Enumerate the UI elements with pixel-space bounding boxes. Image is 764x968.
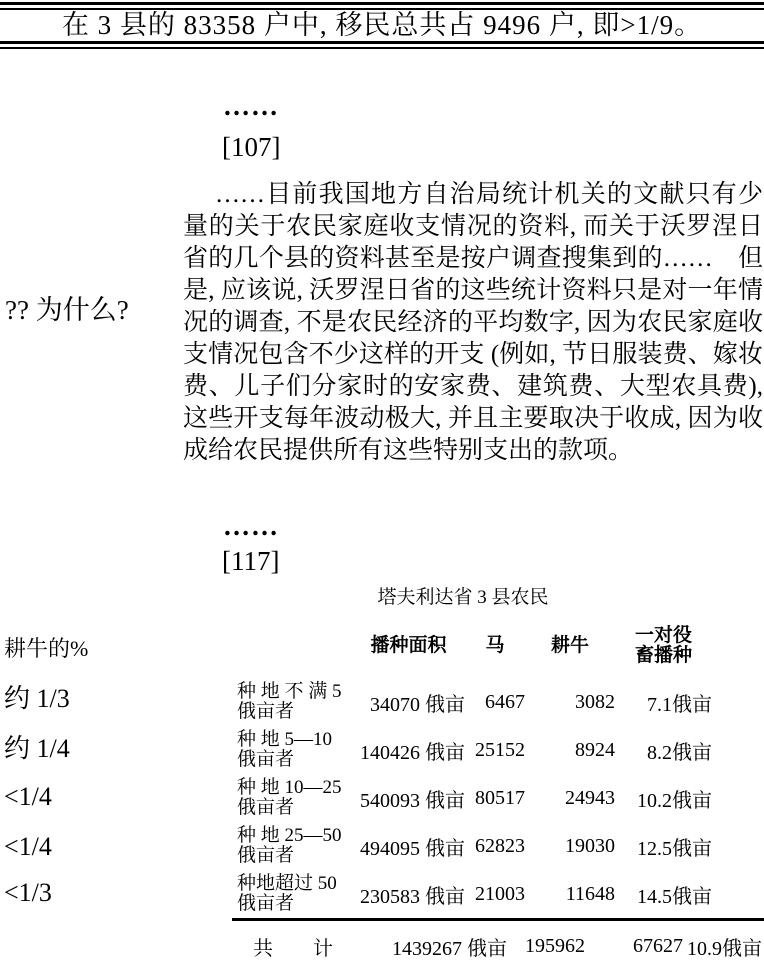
cell-sown-area: 540093 俄亩 (360, 789, 465, 812)
cell-sown-area: 230583 俄亩 (360, 885, 465, 908)
table-row (237, 870, 712, 918)
cell-oxen: 11648 (565, 882, 615, 905)
ellipsis-before-107: …… (223, 91, 279, 121)
col-header-oxen: 耕牛 (550, 635, 589, 656)
cell-oxen: 3082 (575, 690, 615, 713)
row-label-line2: 俄亩者 (237, 701, 295, 722)
table-row (237, 726, 712, 774)
cell-horses: 62823 (475, 834, 525, 857)
total-per-pair: 10.9俄亩 (687, 937, 762, 960)
table-row (237, 774, 712, 822)
cell-horses: 25152 (475, 738, 525, 761)
col-header-horses: 马 (485, 635, 505, 656)
header-underline-1 (0, 41, 764, 44)
cell-oxen: 24943 (565, 786, 615, 809)
row-label (237, 778, 352, 818)
top-rule-1 (0, 2, 764, 5)
table-row (237, 822, 712, 870)
header-note: 在 3 县的 83358 户中, 移民总共占 9496 户, 即>1/9。 (61, 10, 703, 40)
cell-sown-area: 494095 俄亩 (360, 837, 465, 860)
row-label-line2: 俄亩者 (237, 893, 295, 914)
total-separator-line (232, 918, 764, 921)
table-header-row (237, 621, 712, 671)
total-label: 共 计 (253, 937, 333, 960)
cell-oxen: 19030 (565, 834, 615, 857)
table-body (237, 678, 712, 918)
col-header-per-pair-line1: 一对役 (634, 625, 692, 646)
margin-fraction-row4: <1/4 (4, 832, 52, 861)
cell-sown-area: 34070 俄亩 (370, 693, 465, 716)
total-sown-area: 1439267 俄亩 (392, 937, 507, 960)
cell-per-pair: 8.2俄亩 (647, 741, 712, 764)
page-ref-107: [107] (222, 132, 281, 162)
row-label-line2: 俄亩者 (237, 749, 295, 770)
margin-fraction-row3: <1/4 (4, 782, 52, 811)
row-label (237, 730, 352, 770)
cell-per-pair: 7.1俄亩 (647, 693, 712, 716)
cell-horses: 6467 (485, 690, 525, 713)
col-header-sown-area: 播种面积 (370, 635, 447, 656)
page-ref-117: [117] (222, 546, 280, 576)
cell-per-pair: 10.2俄亩 (637, 789, 712, 812)
col-header-per-pair-line2: 畜播种 (634, 645, 692, 666)
row-label-line1: 种 地 5—10 (237, 729, 333, 750)
cell-horses: 80517 (475, 786, 525, 809)
row-label-line2: 俄亩者 (237, 797, 295, 818)
row-label-line1: 种 地 10—25 (237, 777, 342, 798)
row-label (237, 826, 352, 866)
total-horses: 195962 (525, 934, 585, 957)
table-title: 塔夫利达省 3 县农民 (377, 587, 549, 608)
row-label-line1: 种 地 25—50 (237, 825, 342, 846)
margin-note-question: ?? 为什么? (5, 295, 129, 325)
row-label-line1: 种 地 不 满 5 (237, 681, 342, 702)
margin-fraction-row1: 约 1/3 (4, 684, 70, 713)
main-paragraph: ……目前我国地方自治局统计机关的文献只有少量的关于农民家庭收支情况的资料, 而关于沃罗涅日省的几个县的资料甚至是按户调查搜集到的…… 但是, 应该说, 沃罗涅日省的这些统计资料只是对一年情况的调查, 不是农民经济的平均数字, 因为农民家庭收支情况包含不少这样的开支 (例如, 节日服装费、嫁妆费、儿子们分家时的安家费、建筑费、大型农具费), 这些开支每年波动极大, 并且主要取决于收成, 因为收成给农民提供所有这些特别支出的款项。 (183, 181, 763, 464)
header-underline-2 (0, 47, 764, 49)
cell-sown-area: 140426 俄亩 (360, 741, 465, 764)
cell-per-pair: 12.5俄亩 (637, 837, 712, 860)
total-oxen: 67627 (633, 934, 683, 957)
row-label (237, 682, 352, 722)
margin-fraction-row2: 约 1/4 (4, 734, 70, 763)
cell-oxen: 8924 (575, 738, 615, 761)
cell-per-pair: 14.5俄亩 (637, 885, 712, 908)
col-header-per-pair (615, 626, 712, 666)
row-label (237, 874, 352, 914)
table-total-row (237, 930, 762, 962)
table-row (237, 678, 712, 726)
row-label-line1: 种地超过 50 (237, 873, 337, 894)
margin-fraction-row5: <1/3 (4, 878, 52, 907)
row-label-line2: 俄亩者 (237, 845, 295, 866)
margin-column-header: 耕牛的% (4, 636, 89, 661)
cell-horses: 21003 (475, 882, 525, 905)
ellipsis-before-117: …… (223, 511, 279, 541)
